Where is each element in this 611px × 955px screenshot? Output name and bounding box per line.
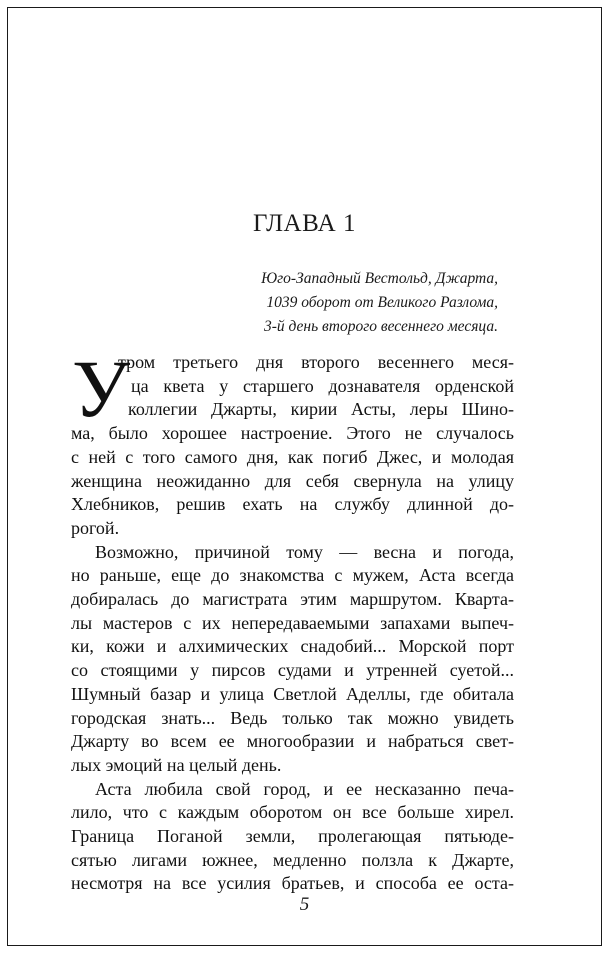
text-line: сятью лигами южнее, медленно ползла к Джарте, (71, 849, 514, 870)
text-line: коллегии Джарты, кирии Асты, леры Шино- (128, 399, 514, 420)
text-line: ца квета у старшего дознавателя орденской (131, 375, 514, 396)
text-line: Хлебников, решив ехать на службу длинной до- (71, 494, 514, 515)
text-line: Граница Поганой земли, пролегающая пятьюде- (71, 826, 514, 847)
text-line: Аста любила свой город, и ее несказанно печа- (95, 778, 514, 799)
text-line: женщина неожиданно для себя свернула на улицу (71, 470, 514, 491)
text-line: добиралась до магистрата этим маршрутом. Кварта- (71, 589, 514, 610)
chapter-title: ГЛАВА 1 (253, 210, 356, 237)
text-line: ки, кожи и алхимических снадобий... Морской порт (71, 636, 514, 657)
epigraph-line: Юго-Западный Вестольд, Джарта, (261, 270, 498, 287)
text-line: лых эмоций на целый день. (71, 754, 282, 775)
text-line: тром третьего дня второго весеннего меся- (118, 352, 514, 372)
text-line: Возможно, причиной тому — весна и погода, (95, 541, 514, 562)
text-line: Шумный базар и улица Светлой Аделлы, где обитала (71, 683, 514, 704)
text-line: несмотря на все усилия братьев, и способа ее оста- (71, 873, 514, 894)
text-line: со стоящими у пирсов судами и утренней суетой... (71, 660, 514, 681)
text-line: ма, было хорошее настроение. Этого не случалось (71, 423, 514, 444)
drop-cap: У (72, 343, 131, 434)
page-number: 5 (299, 894, 310, 915)
text-line: лило, что с каждым оборотом он все больше хирел. (71, 802, 514, 823)
text-line: лы мастеров с их непередаваемыми запахами выпеч- (71, 612, 514, 633)
text-line: но раньше, еще до знакомства с мужем, Аста всегда (71, 565, 514, 586)
epigraph-line: 3-й день второго весеннего месяца. (263, 318, 498, 335)
body-text (71, 343, 514, 896)
book-page (7, 7, 602, 946)
text-line: городская знать... Ведь только так можно увидеть (71, 707, 514, 728)
epigraph-line: 1039 оборот от Великого Разлома, (266, 294, 498, 311)
text-line: с ней с того самого дня, как погиб Джес, и молодая (71, 446, 514, 467)
epigraph (261, 267, 498, 339)
text-line: рогой. (71, 517, 120, 538)
text-line: Джарту во всем ее многообразии и набраться свет- (71, 731, 514, 752)
